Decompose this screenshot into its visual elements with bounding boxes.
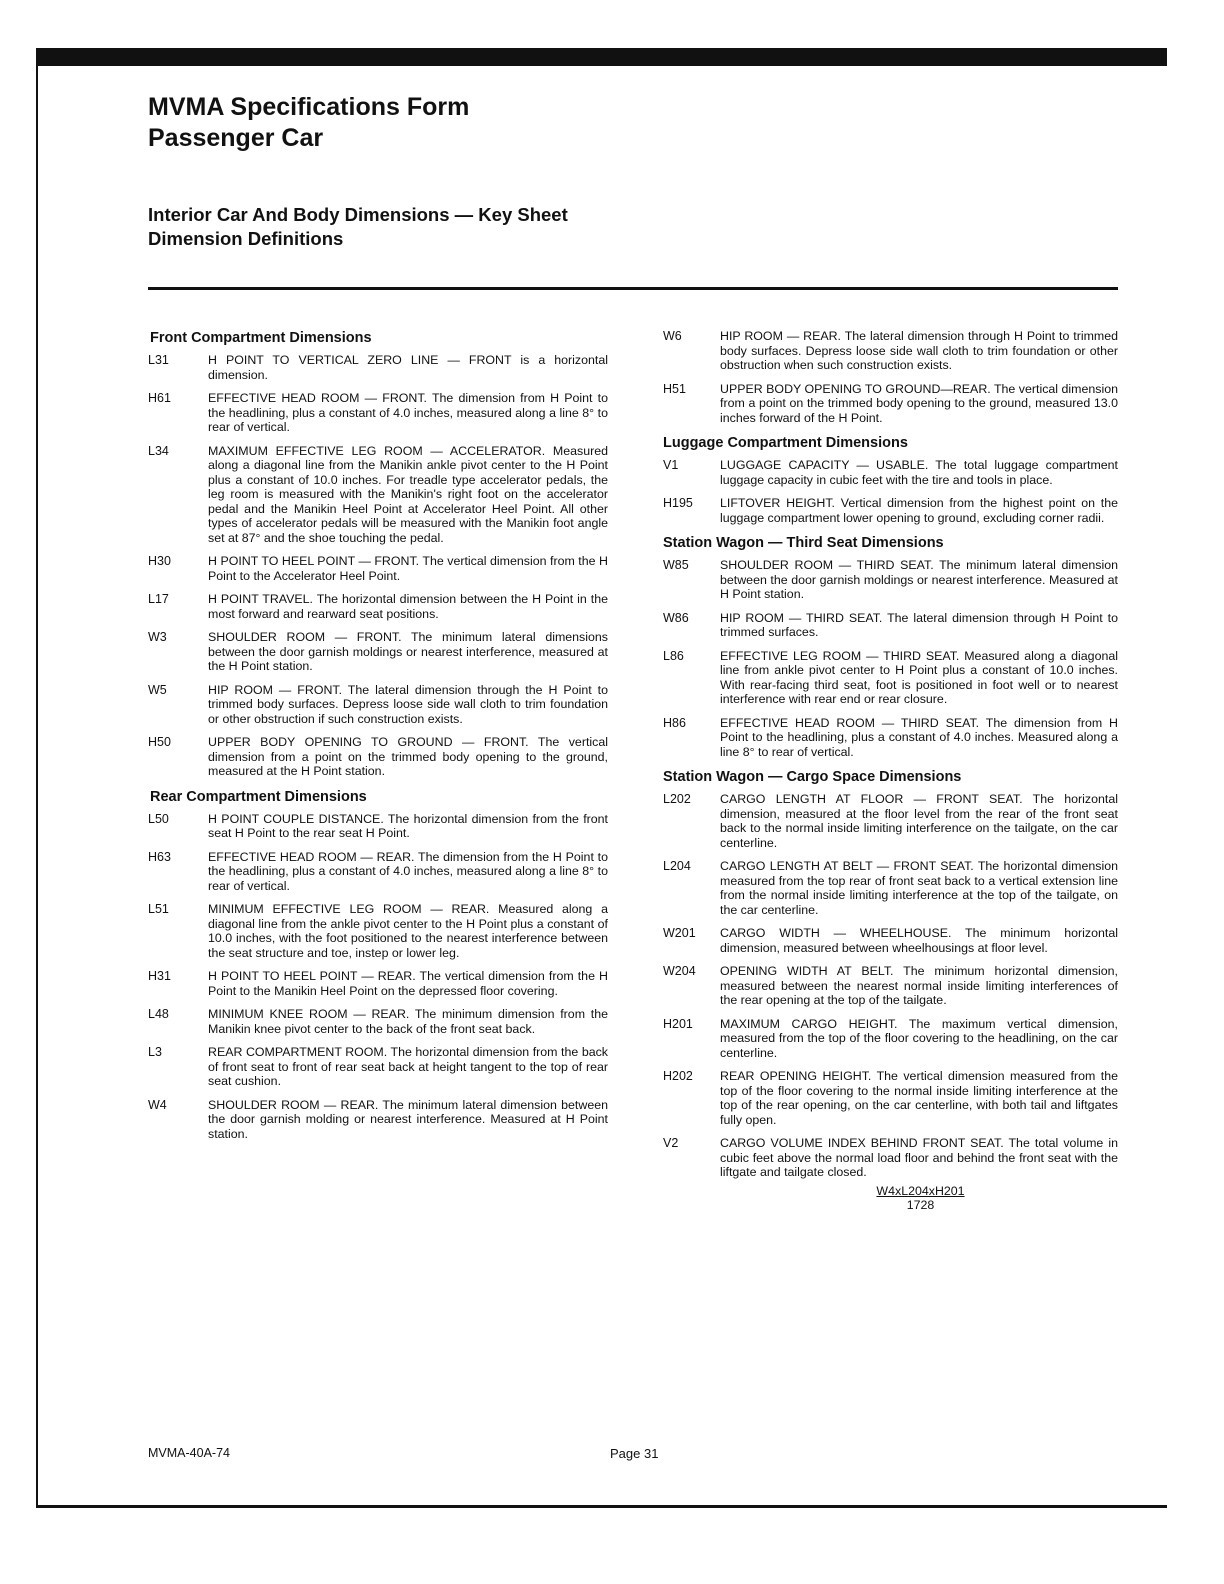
definition-entry (663, 611, 1118, 640)
header-divider (148, 287, 1118, 290)
dimension-description: H POINT TO VERTICAL ZERO LINE — FRONT is a horizontal dimension. (208, 353, 608, 382)
definition-entry (663, 1017, 1118, 1061)
dimension-code: H30 (148, 554, 171, 568)
section-title: Station Wagon — Third Seat Dimensions (663, 535, 944, 551)
definition-entry (663, 1069, 1118, 1127)
dimension-code: H31 (148, 969, 171, 983)
dimension-code: W4 (148, 1097, 167, 1112)
dimension-description: OPENING WIDTH AT BELT. The minimum horizontal dimension, measured between the nearest normal inside limiting interferences of the rear opening at the top of the tailgate. (720, 964, 1118, 1007)
dimension-code: L202 (663, 792, 691, 806)
dimension-description: CARGO LENGTH AT BELT — FRONT SEAT. The horizontal dimension measured from the top rear of front seat back to a vertical extension line from the normal inside limiting interference at the top of the tailgate, on the car centerline. (720, 859, 1118, 917)
definition-entry (148, 683, 608, 727)
dimension-description: UPPER BODY OPENING TO GROUND—REAR. The vertical dimension from a point on the trimmed body opening to the ground, measured 13.0 inches forward of the H Point. (720, 381, 1118, 425)
dimension-description: HIP ROOM — THIRD SEAT. The lateral dimension through H Point to trimmed surfaces. (720, 610, 1118, 639)
dimension-code: W3 (148, 630, 167, 644)
dimension-description: H POINT COUPLE DISTANCE. The horizontal dimension from the front seat H Point to the rear seat H Point. (208, 811, 608, 840)
dimension-description: H POINT TO HEEL POINT — FRONT. The vertical dimension from the H Point to the Accelerator Heel Point. (208, 554, 608, 583)
definition-entry (663, 329, 1118, 373)
dimension-code: H63 (148, 849, 171, 864)
definition-entry (148, 1098, 608, 1142)
dimension-code: L50 (148, 811, 169, 826)
dimension-code: H51 (663, 381, 686, 396)
subtitle-line2: Dimension Definitions (148, 228, 344, 249)
dimension-code: H202 (663, 1069, 693, 1083)
dimension-code: H195 (663, 496, 693, 510)
definition-entry (148, 902, 608, 960)
dimension-code: W85 (663, 558, 689, 572)
dimension-code: L34 (148, 443, 169, 458)
dimension-code: W5 (148, 682, 167, 697)
dimension-code: W86 (663, 610, 689, 625)
dimension-description: SHOULDER ROOM — FRONT. The minimum lateral dimensions between the door garnish moldings or nearest interference, measured at the H Point station. (208, 630, 608, 673)
definition-entry (148, 735, 608, 779)
dimension-description: CARGO VOLUME INDEX BEHIND FRONT SEAT. The total volume in cubic feet above the normal load floor and behind the front seat with the liftgate and tailgate closed. (720, 1136, 1118, 1179)
dimension-code: H50 (148, 735, 171, 749)
dimension-code: W6 (663, 329, 682, 343)
page-title: MVMA Specifications Form (148, 93, 470, 121)
definition-entry (663, 1136, 1118, 1180)
dimension-code: V2 (663, 1136, 679, 1150)
definition-entry (148, 630, 608, 674)
dimension-code: L204 (663, 859, 691, 873)
dimension-description: SHOULDER ROOM — THIRD SEAT. The minimum lateral dimension between the door garnish moldings or nearest interference. Measured at H Point station. (720, 558, 1118, 601)
dimension-description: H POINT TRAVEL. The horizontal dimension between the H Point in the most forward and rearward seat positions. (208, 592, 608, 621)
right-column (663, 329, 1118, 1212)
dimension-description: MAXIMUM CARGO HEIGHT. The maximum vertical dimension, measured from the top of the floor covering to the headlining, on the car centerline. (720, 1016, 1118, 1060)
subtitle: Interior Car And Body Dimensions — Key Sheet (148, 204, 568, 225)
dimension-description: EFFECTIVE HEAD ROOM — REAR. The dimension from the H Point to the headlining, plus a constant of 4.0 inches, measured along a line 8° to rear of vertical. (208, 849, 608, 893)
formula-numerator: W4xL204xH201 (876, 1183, 965, 1198)
definition-entry (148, 969, 608, 998)
left-column (148, 329, 608, 1150)
definition-entry (663, 716, 1118, 760)
definition-entry (663, 859, 1118, 917)
definition-entry (663, 926, 1118, 955)
definition-entry (148, 1045, 608, 1089)
dimension-description: MAXIMUM EFFECTIVE LEG ROOM — ACCELERATOR. Measured along a diagonal line from the Manikin ankle pivot center to the H Point plus a constant of 10.0 inches. For treadle type accelerator pedals, the leg room is measured with the Manikin's right foot on the accelerator pedal and the Manikin Heel Point at Accelerator Heel Point. All other types of accelerator pedals will be measured with the Manikin foot angle set at 87° and the shoe touching the pedal. (208, 443, 608, 545)
dimension-description: LUGGAGE CAPACITY — USABLE. The total luggage compartment luggage capacity in cubic feet with the tire and tools in place. (720, 458, 1118, 487)
dimension-description: HIP ROOM — REAR. The lateral dimension through H Point to trimmed body surfaces. Depress loose side wall cloth to trim foundation or other obstruction when such construction exists. (720, 329, 1118, 372)
dimension-code: L17 (148, 592, 169, 606)
volume-formula (663, 1184, 1118, 1212)
section-title: Station Wagon — Cargo Space Dimensions (663, 769, 962, 785)
dimension-code: H201 (663, 1016, 693, 1031)
dimension-code: V1 (663, 458, 679, 472)
dimension-description: EFFECTIVE LEG ROOM — THIRD SEAT. Measured along a diagonal line from ankle pivot center to H Point plus a constant of 10.0 inches. With rear-facing third seat, foot is positioned in foot well or to nearest interference with rear end or rear closure. (720, 648, 1118, 706)
dimension-code: H86 (663, 715, 686, 730)
definition-entry (148, 850, 608, 894)
dimension-description: CARGO LENGTH AT FLOOR — FRONT SEAT. The horizontal dimension, measured at the floor level from the rear of the front seat back to the normal inside limiting interference on the tailgate, on the car centerline. (720, 792, 1118, 850)
page-number: Page 31 (610, 1446, 659, 1461)
definition-entry (148, 592, 608, 621)
definition-entry (663, 458, 1118, 487)
definition-entry (148, 391, 608, 435)
section-title: Rear Compartment Dimensions (150, 788, 367, 805)
dimension-code: W201 (663, 926, 696, 940)
dimension-code: L51 (148, 902, 169, 916)
dimension-description: EFFECTIVE HEAD ROOM — THIRD SEAT. The dimension from H Point to the headlining, plus a constant of 4.0 inches. Measured along a line 8° to rear of vertical. (720, 715, 1118, 759)
definition-entry (148, 353, 608, 382)
dimension-code: W204 (663, 964, 696, 978)
dimension-code: L48 (148, 1007, 169, 1021)
definition-entry (663, 496, 1118, 525)
document-subheader (148, 203, 1048, 251)
dimension-code: L86 (663, 648, 684, 663)
dimension-description: SHOULDER ROOM — REAR. The minimum lateral dimension between the door garnish molding or nearest interference. Measured at H Point station. (208, 1097, 608, 1141)
dimension-description: EFFECTIVE HEAD ROOM — FRONT. The dimension from H Point to the headlining, plus a constant of 4.0 inches, measured along a line 8° to rear of vertical. (208, 391, 608, 434)
dimension-description: MINIMUM KNEE ROOM — REAR. The minimum dimension from the Manikin knee pivot center to the back of the front seat back. (208, 1007, 608, 1036)
section-title: Luggage Compartment Dimensions (663, 435, 908, 451)
dimension-code: L31 (148, 353, 169, 367)
dimension-code: L3 (148, 1045, 162, 1059)
page-title-line2: Passenger Car (148, 124, 324, 152)
form-number: MVMA-40A-74 (148, 1446, 230, 1460)
definition-entry (663, 792, 1118, 850)
dimension-description: CARGO WIDTH — WHEELHOUSE. The minimum horizontal dimension, measured between wheelhousings at floor level. (720, 926, 1118, 955)
definition-entry (148, 1007, 608, 1036)
definition-entry (663, 964, 1118, 1008)
dimension-description: HIP ROOM — FRONT. The lateral dimension through the H Point to trimmed body surfaces. Depress loose side wall cloth to trim foundation or other obstruction if such construction exists. (208, 682, 608, 726)
section-title: Front Compartment Dimensions (150, 330, 372, 346)
dimension-description: REAR COMPARTMENT ROOM. The horizontal dimension from the back of front seat to front of rear seat back at height tangent to the top of rear seat cushion. (208, 1045, 608, 1088)
definition-entry (148, 812, 608, 841)
definition-entry (148, 554, 608, 583)
definition-entry (663, 649, 1118, 707)
dimension-description: LIFTOVER HEIGHT. Vertical dimension from the highest point on the luggage compartment lower opening to ground, excluding corner radii. (720, 496, 1118, 525)
definition-entry (663, 382, 1118, 426)
definition-entry (148, 444, 608, 546)
document-header (148, 92, 1048, 154)
definition-entry (663, 558, 1118, 602)
dimension-description: UPPER BODY OPENING TO GROUND — FRONT. The vertical dimension from a point on the trimmed body opening to the ground, measured at the H Point station. (208, 735, 608, 778)
formula-denominator: 1728 (906, 1197, 935, 1212)
dimension-description: H POINT TO HEEL POINT — REAR. The vertical dimension from the H Point to the Manikin Heel Point on the depressed floor covering. (208, 969, 608, 998)
dimension-description: MINIMUM EFFECTIVE LEG ROOM — REAR. Measured along a diagonal line from the ankle pivot center to the H Point plus a constant of 10.0 inches, with the foot positioned to the nearest interference between the seat structure and toe, instep or lower leg. (208, 902, 608, 960)
dimension-code: H61 (148, 391, 171, 405)
dimension-description: REAR OPENING HEIGHT. The vertical dimension measured from the top of the floor covering to the normal inside limiting interference at the top of the rear opening, on the car centerline, with both tail and liftgates fully open. (720, 1069, 1118, 1127)
